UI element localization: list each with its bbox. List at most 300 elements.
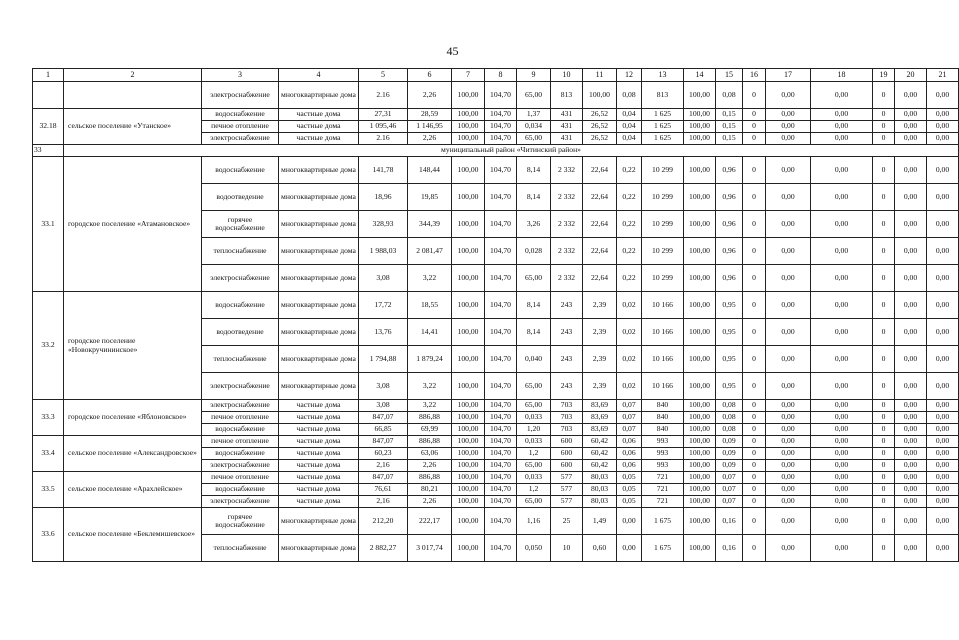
value-cell: 0 [873,424,895,436]
value-cell: 100,00 [452,265,485,292]
value-cell: 0 [873,400,895,412]
value-cell: 431 [551,109,583,121]
value-cell: 0,22 [617,238,642,265]
value-cell: 0,15 [716,133,743,145]
value-cell: 0,16 [716,508,743,535]
value-cell: 0 [873,121,895,133]
column-number-cell: 12 [617,69,642,82]
value-cell: 0,96 [716,211,743,238]
value-cell: 0,00 [895,496,927,508]
value-cell: 813 [551,82,583,109]
value-cell: 25 [551,508,583,535]
value-cell: 104,70 [485,472,517,484]
value-cell: 0,00 [617,535,642,562]
value-cell: 2 332 [551,184,583,211]
table-row [33,508,959,535]
value-cell: 148,44 [408,157,452,184]
column-number-cell: 20 [895,69,927,82]
value-cell: 0,00 [927,238,959,265]
value-cell: 0,00 [927,373,959,400]
value-cell: 993 [642,460,684,472]
value-cell: 0,00 [766,472,811,484]
value-cell: 1,37 [517,109,551,121]
value-cell: 1 794,88 [359,346,408,373]
value-cell: 0,00 [811,472,873,484]
service-cell: водоснабжение [202,448,279,460]
value-cell: 104,70 [485,460,517,472]
value-cell: 0,00 [766,319,811,346]
value-cell: 83,69 [583,400,617,412]
column-number-cell: 8 [485,69,517,82]
value-cell: 0,95 [716,346,743,373]
value-cell: 100,00 [452,448,485,460]
value-cell: 18,55 [408,292,452,319]
settlement-name-cell: сельское поселение «Беклемишевское» [64,508,202,562]
value-cell: 104,70 [485,535,517,562]
value-cell: 0 [743,82,766,109]
value-cell: 0,028 [517,238,551,265]
value-cell: 0,06 [617,460,642,472]
value-cell: 3,08 [359,373,408,400]
value-cell: 431 [551,121,583,133]
value-cell: 0,00 [811,436,873,448]
value-cell: 22,64 [583,157,617,184]
value-cell: 0,00 [766,496,811,508]
value-cell: 0,00 [927,109,959,121]
value-cell: 847,07 [359,412,408,424]
row-number-cell: 33.5 [33,472,64,508]
value-cell: 65,00 [517,265,551,292]
service-cell: электроснабжение [202,265,279,292]
value-cell: 1,2 [517,484,551,496]
value-cell: 993 [642,448,684,460]
value-cell: 0,00 [811,373,873,400]
service-cell: водоснабжение [202,292,279,319]
value-cell: 0,033 [517,412,551,424]
value-cell: 0,00 [766,484,811,496]
housing-type-cell: многоквартирные дома [279,238,359,265]
value-cell: 0,00 [811,346,873,373]
housing-type-cell: многоквартирные дома [279,508,359,535]
value-cell: 0,00 [927,484,959,496]
value-cell: 60,42 [583,460,617,472]
value-cell: 100,00 [452,535,485,562]
value-cell: 100,00 [684,424,716,436]
value-cell: 0,00 [811,133,873,145]
value-cell: 0,00 [811,508,873,535]
value-cell: 0,07 [716,496,743,508]
value-cell: 0,00 [927,82,959,109]
value-cell: 2,16 [359,496,408,508]
value-cell: 22,64 [583,265,617,292]
column-number-cell: 19 [873,69,895,82]
value-cell: 0,00 [895,211,927,238]
value-cell: 0,07 [617,412,642,424]
service-cell: горячее водоснабжение [202,211,279,238]
value-cell: 0 [743,238,766,265]
value-cell: 0,033 [517,436,551,448]
value-cell: 840 [642,400,684,412]
value-cell: 0,00 [811,238,873,265]
value-cell: 2.16 [359,133,408,145]
value-cell: 100,00 [452,346,485,373]
value-cell: 0,00 [927,211,959,238]
service-cell: печное отопление [202,412,279,424]
value-cell: 10 166 [642,319,684,346]
value-cell: 840 [642,412,684,424]
service-cell: печное отопление [202,472,279,484]
value-cell: 2 332 [551,265,583,292]
value-cell: 100,00 [684,460,716,472]
value-cell: 26,52 [583,109,617,121]
value-cell: 0,00 [766,238,811,265]
value-cell: 0,00 [811,121,873,133]
value-cell: 0 [873,472,895,484]
value-cell: 104,70 [485,184,517,211]
value-cell: 100,00 [452,484,485,496]
column-number-cell: 5 [359,69,408,82]
value-cell: 0,00 [927,319,959,346]
value-cell: 100,00 [684,82,716,109]
service-cell: электроснабжение [202,400,279,412]
value-cell: 2.16 [359,82,408,109]
value-cell: 83,69 [583,424,617,436]
housing-type-cell: многоквартирные дома [279,292,359,319]
value-cell: 0 [743,412,766,424]
value-cell: 0,00 [895,109,927,121]
value-cell: 0,09 [716,448,743,460]
housing-type-cell: многоквартирные дома [279,211,359,238]
value-cell: 0,06 [617,448,642,460]
value-cell: 0 [743,346,766,373]
row-number-cell: 33.6 [33,508,64,562]
value-cell: 69,99 [408,424,452,436]
value-cell: 0,02 [617,346,642,373]
value-cell: 104,70 [485,211,517,238]
value-cell: 0,00 [766,211,811,238]
value-cell: 80,03 [583,472,617,484]
value-cell: 100,00 [452,412,485,424]
value-cell: 0,07 [716,472,743,484]
value-cell: 66,85 [359,424,408,436]
value-cell: 104,70 [485,121,517,133]
value-cell: 2,39 [583,292,617,319]
value-cell: 100,00 [684,292,716,319]
value-cell: 0,05 [617,472,642,484]
value-cell: 0,00 [811,535,873,562]
value-cell: 0,00 [766,157,811,184]
value-cell: 0,00 [927,157,959,184]
value-cell: 0,00 [895,460,927,472]
value-cell: 0,00 [811,400,873,412]
value-cell: 0,00 [895,400,927,412]
value-cell: 1,20 [517,424,551,436]
value-cell: 0,15 [716,121,743,133]
value-cell: 100,00 [452,109,485,121]
value-cell: 721 [642,496,684,508]
value-cell: 2 332 [551,238,583,265]
value-cell: 0 [743,535,766,562]
value-cell: 60,42 [583,448,617,460]
value-cell: 993 [642,436,684,448]
value-cell: 2,16 [359,460,408,472]
value-cell: 100,00 [684,319,716,346]
row-number-cell: 33.3 [33,400,64,436]
value-cell: 813 [642,82,684,109]
value-cell: 100,00 [452,121,485,133]
value-cell: 100,00 [684,373,716,400]
value-cell: 83,69 [583,412,617,424]
value-cell: 100,00 [684,535,716,562]
value-cell: 10 166 [642,292,684,319]
value-cell: 0,00 [927,508,959,535]
value-cell: 0,07 [617,400,642,412]
value-cell: 0,00 [766,508,811,535]
value-cell: 703 [551,424,583,436]
value-cell: 1,2 [517,448,551,460]
column-number-cell: 1 [33,69,64,82]
value-cell: 3,26 [517,211,551,238]
value-cell: 0,00 [927,265,959,292]
page-number: 45 [446,44,459,58]
service-cell: электроснабжение [202,373,279,400]
settlement-name-cell: городское поселение «Яблоновское» [64,400,202,436]
value-cell: 0,00 [927,292,959,319]
housing-type-cell: частные дома [279,496,359,508]
value-cell: 0,00 [927,496,959,508]
column-number-cell: 2 [64,69,202,82]
value-cell: 0 [873,508,895,535]
value-cell: 0,00 [895,472,927,484]
value-cell: 65,00 [517,460,551,472]
value-cell: 0,08 [716,400,743,412]
settlement-name-cell: городское поселение «Новокручининское» [64,292,202,400]
service-cell: теплоснабжение [202,238,279,265]
value-cell: 0 [743,484,766,496]
value-cell: 8,14 [517,319,551,346]
settlement-name-cell: городское поселение «Атамановское» [64,157,202,292]
value-cell: 0 [873,484,895,496]
value-cell: 0,00 [927,448,959,460]
value-cell: 0,00 [811,184,873,211]
value-cell: 2,26 [408,82,452,109]
service-cell: электроснабжение [202,133,279,145]
value-cell: 0,04 [617,121,642,133]
column-number-cell: 16 [743,69,766,82]
row-number-cell: 32.18 [33,109,64,145]
value-cell: 0,00 [895,508,927,535]
housing-type-cell: многоквартирные дома [279,373,359,400]
housing-type-cell: частные дома [279,472,359,484]
value-cell: 10 299 [642,238,684,265]
value-cell: 0 [743,211,766,238]
value-cell: 577 [551,472,583,484]
service-cell: водоснабжение [202,157,279,184]
value-cell: 600 [551,460,583,472]
value-cell: 0,00 [811,448,873,460]
value-cell: 847,07 [359,436,408,448]
value-cell: 13,76 [359,319,408,346]
value-cell: 104,70 [485,238,517,265]
value-cell: 8,14 [517,292,551,319]
value-cell: 0 [743,373,766,400]
row-number-cell: 33.1 [33,157,64,292]
value-cell: 100,00 [684,472,716,484]
value-cell: 0,00 [895,412,927,424]
value-cell: 0,04 [617,109,642,121]
housing-type-cell: частные дома [279,109,359,121]
value-cell: 2 332 [551,211,583,238]
value-cell: 100,00 [684,508,716,535]
value-cell: 104,70 [485,508,517,535]
value-cell: 1 988,03 [359,238,408,265]
value-cell: 0 [743,121,766,133]
value-cell: 65,00 [517,82,551,109]
value-cell: 0,00 [927,121,959,133]
value-cell: 104,70 [485,400,517,412]
value-cell: 10 299 [642,184,684,211]
value-cell: 28,59 [408,109,452,121]
value-cell: 0,00 [766,121,811,133]
value-cell: 1 625 [642,133,684,145]
value-cell: 100,00 [452,373,485,400]
value-cell: 0,00 [766,133,811,145]
value-cell: 1 675 [642,508,684,535]
value-cell: 1 625 [642,121,684,133]
value-cell: 22,64 [583,211,617,238]
value-cell: 0,00 [766,346,811,373]
value-cell: 0,04 [617,133,642,145]
value-cell: 0 [873,496,895,508]
value-cell: 0,60 [583,535,617,562]
region-row [33,145,959,157]
value-cell: 2,39 [583,373,617,400]
value-cell: 1 095,46 [359,121,408,133]
value-cell: 0,00 [766,448,811,460]
value-cell: 0,00 [895,319,927,346]
table-row [33,82,959,109]
value-cell: 1 879,24 [408,346,452,373]
service-cell: водоснабжение [202,484,279,496]
value-cell: 0,08 [716,412,743,424]
value-cell: 0 [743,133,766,145]
value-cell: 100,00 [452,496,485,508]
value-cell: 100,00 [684,484,716,496]
value-cell: 0,00 [811,412,873,424]
value-cell: 0,00 [811,265,873,292]
column-number-cell: 21 [927,69,959,82]
value-cell: 0,00 [766,436,811,448]
value-cell: 100,00 [452,184,485,211]
column-number-cell: 14 [684,69,716,82]
value-cell: 0,06 [617,436,642,448]
housing-type-cell: частные дома [279,484,359,496]
table-body [33,69,959,562]
value-cell: 27,31 [359,109,408,121]
value-cell: 104,70 [485,412,517,424]
value-cell: 0,00 [895,133,927,145]
value-cell: 100,00 [684,496,716,508]
value-cell: 3,22 [408,400,452,412]
value-cell: 65,00 [517,400,551,412]
value-cell: 3,08 [359,400,408,412]
value-cell: 104,70 [485,496,517,508]
housing-type-cell: частные дома [279,121,359,133]
value-cell: 0,00 [895,535,927,562]
housing-type-cell: многоквартирные дома [279,157,359,184]
value-cell: 0,22 [617,157,642,184]
value-cell: 104,70 [485,82,517,109]
value-cell: 22,64 [583,184,617,211]
value-cell: 0,00 [811,157,873,184]
value-cell: 2,39 [583,319,617,346]
column-number-cell: 18 [811,69,873,82]
value-cell: 0,95 [716,292,743,319]
value-cell: 703 [551,412,583,424]
value-cell: 10 166 [642,373,684,400]
table-row [33,436,959,448]
value-cell: 100,00 [684,400,716,412]
value-cell: 0 [873,292,895,319]
value-cell: 0,00 [927,400,959,412]
value-cell: 0,95 [716,373,743,400]
value-cell: 0,00 [895,436,927,448]
value-cell: 76,61 [359,484,408,496]
value-cell: 0 [743,265,766,292]
value-cell: 1,16 [517,508,551,535]
value-cell: 104,70 [485,292,517,319]
value-cell: 886,88 [408,472,452,484]
value-cell: 0,00 [811,496,873,508]
table-row [33,400,959,412]
value-cell: 0,00 [895,184,927,211]
housing-type-cell: многоквартирные дома [279,184,359,211]
value-cell: 703 [551,400,583,412]
value-cell: 60,42 [583,436,617,448]
value-cell: 0,08 [617,82,642,109]
value-cell: 0,00 [766,184,811,211]
value-cell: 243 [551,346,583,373]
value-cell: 0,02 [617,292,642,319]
value-cell: 2 081,47 [408,238,452,265]
value-cell: 100,00 [583,82,617,109]
value-cell: 0,00 [811,424,873,436]
value-cell: 26,52 [583,133,617,145]
value-cell: 0 [743,472,766,484]
value-cell: 212,20 [359,508,408,535]
value-cell: 3,08 [359,265,408,292]
value-cell: 0,00 [927,472,959,484]
value-cell: 8,14 [517,157,551,184]
value-cell: 721 [642,484,684,496]
service-cell: печное отопление [202,121,279,133]
value-cell: 0,00 [927,436,959,448]
value-cell: 2,26 [408,133,452,145]
row-number-cell: 33.4 [33,436,64,472]
service-cell: водоотведение [202,184,279,211]
value-cell: 0,96 [716,184,743,211]
value-cell: 1 146,95 [408,121,452,133]
housing-type-cell: многоквартирные дома [279,319,359,346]
value-cell: 0,00 [811,211,873,238]
value-cell: 8,14 [517,184,551,211]
housing-type-cell: многоквартирные дома [279,82,359,109]
value-cell: 600 [551,436,583,448]
value-cell: 17,72 [359,292,408,319]
value-cell: 100,00 [452,82,485,109]
value-cell: 243 [551,319,583,346]
housing-type-cell: частные дома [279,436,359,448]
